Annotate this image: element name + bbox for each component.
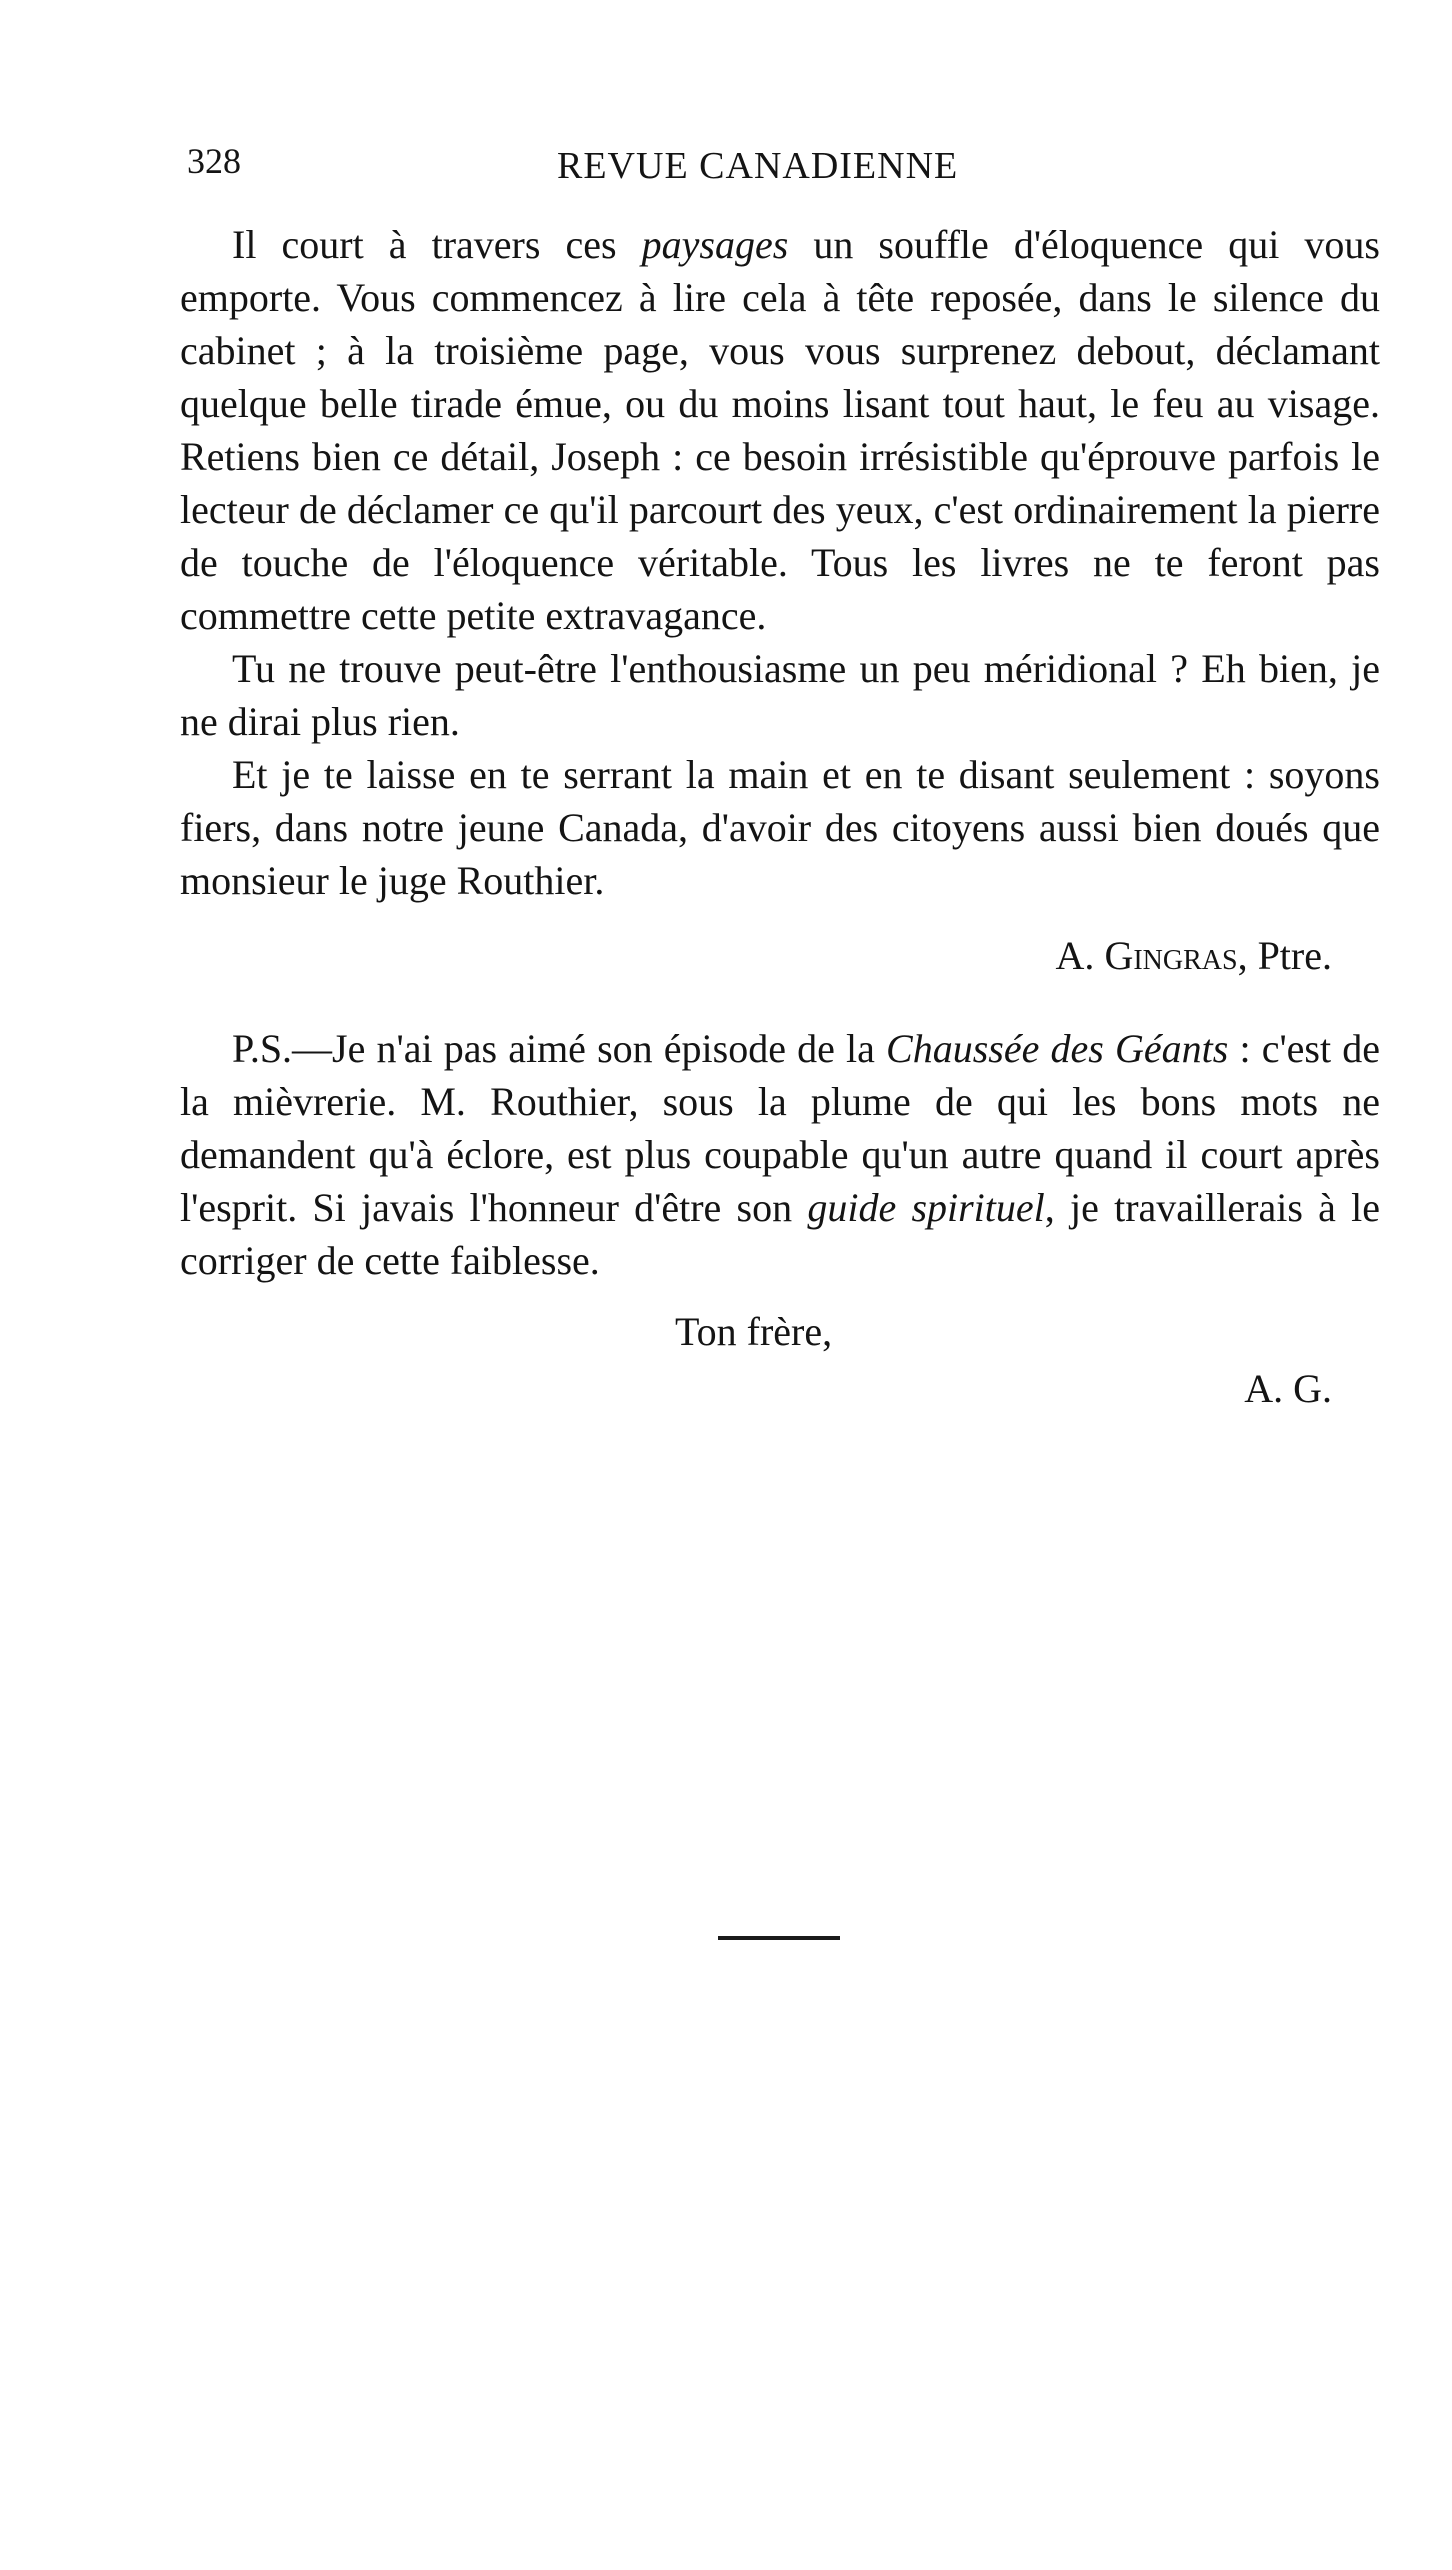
paragraph-eloquence — [180, 218, 1380, 642]
author-signature — [180, 929, 1380, 982]
paragraph-text: Il court à travers ces — [232, 222, 642, 267]
italic-title: Chaussée des Géants — [886, 1026, 1229, 1071]
journal-title: REVUE CANADIENNE — [557, 145, 959, 187]
closing-salutation: Ton frère, — [675, 1309, 833, 1354]
closing-initials: A. G. — [1244, 1366, 1332, 1411]
running-head — [187, 140, 1377, 200]
paragraph-text: un souffle d'éloquence qui vous emporte. Vous commencez à lire cela à tête reposée, dans le silence du cabinet ; à la troisième page, vous vous surprenez debout, déclamant quelque belle tirade émue, ou du moins lisant tout haut, le feu au visage. Retiens bien ce détail, Joseph : ce besoin irrésistible qu'éprouve parfois le lecteur de déclamer ce qu'il parcourt des yeux, c'est ordinairement la pierre de touche de l'éloquence véritable. Tous les livres ne te feront pas commettre cette petite extravagance. — [180, 222, 1380, 638]
paragraph-enthusiasm: Tu ne trouve peut-être l'enthousiasme un peu méridional ? Eh bien, je ne dirai plus rien. — [180, 646, 1380, 744]
postscript-text: , je travaillerais à le corriger de cette faiblesse. — [180, 1185, 1380, 1283]
text-block — [180, 218, 1380, 1415]
signature-surname: Gingras — [1104, 933, 1238, 978]
postscript-text: P.S.—Je n'ai pas aimé son épisode de la — [232, 1026, 887, 1071]
postscript — [180, 1022, 1380, 1287]
signature-initial: A. — [1055, 933, 1105, 978]
italic-term: guide spirituel — [807, 1185, 1045, 1230]
paragraph-farewell: Et je te laisse en te serrant la main et en te disant seulement : soyons fiers, dans notre jeune Canada, d'avoir des citoyens aussi bien doués que monsieur le juge Routhier. — [180, 752, 1380, 903]
section-divider — [718, 1936, 840, 1940]
signature-title: , Ptre. — [1237, 933, 1332, 978]
page-number: 328 — [187, 141, 241, 181]
postscript-text: : c'est de la mièvrerie. M. Routhier, sous la plume de qui les bons mots ne demandent qu'à éclore, est plus coupable qu'un autre quand il court après l'esprit. Si javais l'honneur d'être son — [180, 1026, 1380, 1230]
italic-term: paysages — [641, 222, 789, 267]
